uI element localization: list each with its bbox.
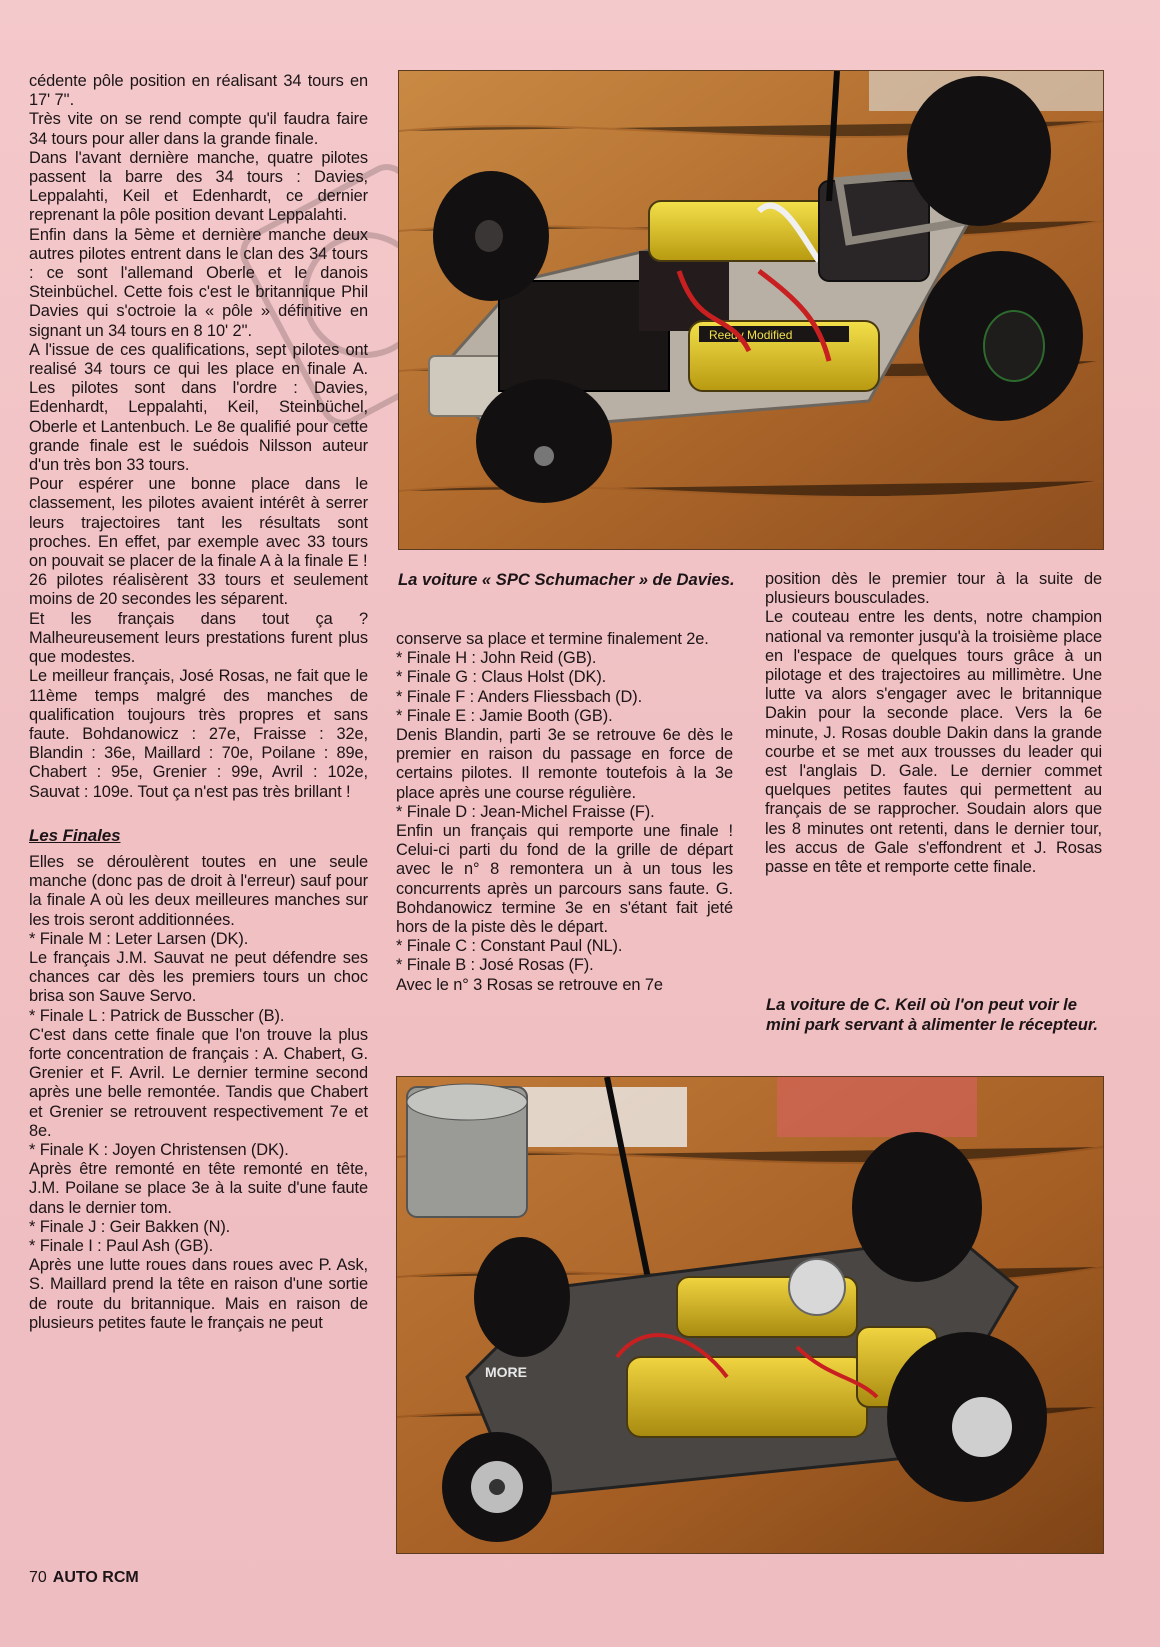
paragraph: 26 pilotes réalisèrent 33 tours et seulement moins de 20 secondes les séparent. <box>29 571 368 609</box>
paragraph: Pour espérer une bonne place dans le classement, les pilotes avaient intérêt à serrer leurs trajectoires tant les résultats sont proches. En effet, par exemple avec 33 tours on pouvait se placer de la finale A à la finale E ! <box>29 475 368 571</box>
battery-label: Reedy Modified <box>709 328 793 342</box>
paragraph: Elles se déroulèrent toutes en une seule manche (donc pas de droit à l'erreur) sauf pour la finale A où les deux meilleures manches sur les trois seront additionnées. <box>29 852 368 929</box>
paragraph: Enfin un français qui remporte une finale ! Celui-ci parti du fond de la grille de départ avec le n° 8 remontera un à un tous les concurrents après un parcours sans faute. G. Bohdanowicz termine 3e en s'étant fait jeté hors de la piste dès le départ. <box>396 822 733 937</box>
paragraph: conserve sa place et termine finalement 2e. <box>396 630 709 648</box>
paragraph: * Finale H : John Reid (GB). <box>396 649 597 668</box>
text-column-2 <box>396 630 733 995</box>
paragraph: * Finale M : Leter Larsen (DK). <box>29 929 249 948</box>
car-label: MORE <box>485 1364 527 1380</box>
paragraph: * Finale I : Paul Ash (GB). <box>29 1236 214 1255</box>
paragraph: * Finale G : Claus Holst (DK). <box>396 668 607 687</box>
section-heading: Les Finales <box>29 825 121 845</box>
photo-schumacher-car <box>398 70 1104 550</box>
page-footer <box>29 1569 139 1587</box>
paragraph: Très vite on se rend compte qu'il faudra faire 34 tours pour aller dans la grande finale. <box>29 110 368 148</box>
paragraph: Denis Blandin, parti 3e se retrouve 6e dès le premier en raison du passage en force de certains pilotes. Il remonte toutefois à la 3e place après une course régulière. <box>396 726 733 802</box>
paragraph: cédente pôle position en réalisant 34 tours en 17' 7''. <box>29 72 368 110</box>
paragraph: Après être remonté en tête remonté en tête, J.M. Poilane se place 3e à la suite d'une faute dans le dernier tom. <box>29 1160 368 1217</box>
paragraph: * Finale J : Geir Bakken (N). <box>29 1217 231 1236</box>
paragraph: position dès le premier tour à la suite de plusieurs bousculades. <box>765 570 1102 608</box>
paragraph: * Finale E : Jamie Booth (GB). <box>396 706 613 725</box>
paragraph: * Finale F : Anders Fliessbach (D). <box>396 687 643 706</box>
paragraph: Le couteau entre les dents, notre champion national va remonter jusqu'à la troisième place en l'espace de quelques tours grâce à un pilotage et des trajectoires au millimètre. Une lutte va alors s'engager avec le britannique Dakin pour la seconde place. Vers la 6e minute, J. Rosas double Dakin dans la grande courbe et se met aux trousses du leader qui est l'anglais D. Gale. Le dernier commet quelques petites fautes qui permettent au français de se rapprocher. Soudain alors que les 8 minutes ont retenti, dans le dernier tour, les accus de Gale s'effondrent et J. Rosas passe en tête et remporte cette finale. <box>765 608 1102 877</box>
paragraph: * Finale L : Patrick de Busscher (B). <box>29 1006 285 1025</box>
paragraph: Avec le n° 3 Rosas se retrouve en 7e <box>396 975 663 994</box>
magazine-name: AUTO RCM <box>52 1569 139 1586</box>
paragraph: * Finale C : Constant Paul (NL). <box>396 937 623 956</box>
paragraph: A l'issue de ces qualifications, sept pilotes ont realisé 34 tours ce qui les place en finale A. Les pilotes sont dans l'ordre : Davies, Edenhardt, Leppalahti, Keil, Steinbüchel, Oberle et Lantenbuch. Le 8e qualifié pour cette grande finale est le suédois Nilsson auteur d'un très bon 33 tours. <box>29 340 368 475</box>
photo-keil-car <box>396 1076 1104 1554</box>
text-column-3 <box>765 570 1102 877</box>
paragraph: * Finale K : Joyen Christensen (DK). <box>29 1140 289 1159</box>
paragraph: Enfin dans la 5ème et dernière manche deux autres pilotes entrent dans le clan des 34 tours : ce sont l'allemand Oberle et le danois Steinbüchel. Cette fois c'est le britannique Phil Davies qui s'octroie la « pôle » définitive en signant un 34 tours en 8 10' 2''. <box>29 225 368 340</box>
page-number: 70 <box>29 1569 47 1586</box>
paragraph: Dans l'avant dernière manche, quatre pilotes passent la barre des 34 tours : Davies, Leppalahti, Keil et Edenhardt, ce dernier reprenant la pôle position devant Leppalahti. <box>29 148 368 225</box>
paragraph: Le meilleur français, José Rosas, ne fait que le 11ème temps malgré des manches de qualification toujours très propres et sans faute. Bohdanowicz : 27e, Fraisse : 32e, Blandin : 36e, Maillard : 70e, Poilane : 89e, Chabert : 95e, Grenier : 99e, Avril : 102e, Sauvat : 109e. Tout ça n'est pas très brillant ! <box>29 667 368 801</box>
photo-caption-1: La voiture « SPC Schumacher » de Davies. <box>398 570 735 589</box>
paragraph: Et les français dans tout ça ? Malheureusement leurs prestations furent plus que modestes. <box>29 609 368 667</box>
paragraph: Le français J.M. Sauvat ne peut défendre ses chances car dès les premiers tours un choc brisa son Sauve Servo. <box>29 948 368 1006</box>
paragraph: C'est dans cette finale que l'on trouve la plus forte concentration de français : A. Chabert, G. Grenier et F. Avril. Le dernier termine second après une belle remontée. Tandis que Chabert et Grenier se retrouvent respectivement 7e et 8e. <box>29 1025 368 1140</box>
paragraph: * Finale B : José Rosas (F). <box>396 956 594 975</box>
text-column-1 <box>29 72 368 1333</box>
photo-caption-2: La voiture de C. Keil où l'on peut voir le mini park servant à alimenter le récepteur. <box>766 995 1099 1034</box>
paragraph: Après une lutte roues dans roues avec P. Ask, S. Maillard prend la tête en raison d'une sortie de route du britannique. Mais en raison de plusieurs petites faute le français ne peut <box>29 1256 368 1332</box>
paragraph: * Finale D : Jean-Michel Fraisse (F). <box>396 802 655 821</box>
